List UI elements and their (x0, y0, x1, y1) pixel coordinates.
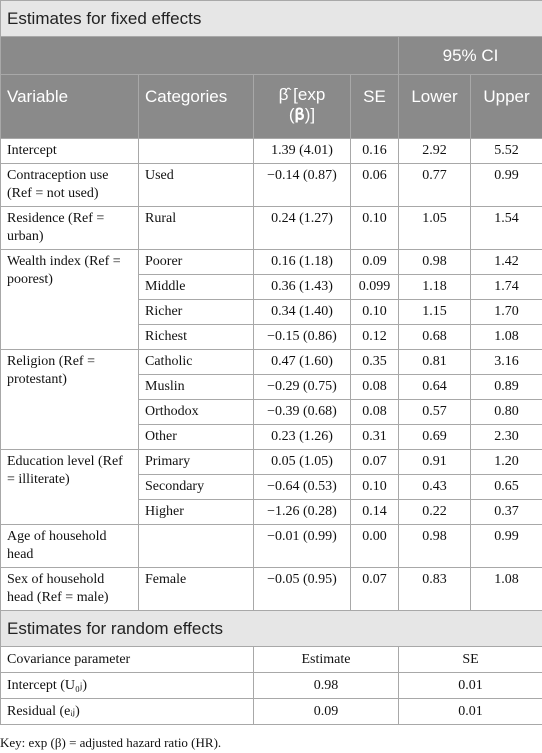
table-row (1, 250, 542, 275)
cell-category: Female (139, 568, 254, 611)
col-lower: Lower (399, 75, 471, 139)
cell-category: Muslin (139, 375, 254, 400)
cell-beta: 0.16 (1.18) (254, 250, 351, 275)
cell-lower: 0.81 (399, 350, 471, 375)
col-se: SE (351, 75, 399, 139)
cell-lower: 0.98 (399, 525, 471, 568)
cell-se: 0.16 (351, 139, 399, 164)
cell-variable: Intercept (1, 139, 139, 164)
cell-upper: 1.54 (471, 207, 542, 250)
col-beta-line1: β̂ [exp (278, 85, 326, 104)
cell-lower: 1.05 (399, 207, 471, 250)
table-row (1, 139, 542, 164)
table-row (1, 207, 542, 250)
table-row (1, 350, 542, 375)
cell-upper: 1.20 (471, 450, 542, 475)
cell-lower: 0.83 (399, 568, 471, 611)
cell-se: 0.10 (351, 475, 399, 500)
cell-upper: 1.70 (471, 300, 542, 325)
cell-se: 0.08 (351, 375, 399, 400)
cell-se: 0.08 (351, 400, 399, 425)
cell-lower: 2.92 (399, 139, 471, 164)
cell-lower: 0.64 (399, 375, 471, 400)
random-row-estimate: 0.09 (254, 699, 399, 725)
cell-category: Poorer (139, 250, 254, 275)
cell-se: 0.10 (351, 300, 399, 325)
cell-se: 0.09 (351, 250, 399, 275)
cell-beta: −0.01 (0.99) (254, 525, 351, 568)
cell-beta: 0.05 (1.05) (254, 450, 351, 475)
cell-category (139, 525, 254, 568)
cell-upper: 1.08 (471, 568, 542, 611)
random-row-se: 0.01 (399, 699, 542, 725)
random-row-se: 0.01 (399, 673, 542, 699)
cell-lower: 1.18 (399, 275, 471, 300)
cell-upper: 0.99 (471, 525, 542, 568)
cell-se: 0.07 (351, 568, 399, 611)
cell-beta: −1.26 (0.28) (254, 500, 351, 525)
cell-lower: 1.15 (399, 300, 471, 325)
cell-se: 0.099 (351, 275, 399, 300)
cell-beta: −0.39 (0.68) (254, 400, 351, 425)
random-row-param: Intercept (U₀ⱼ) (1, 673, 254, 699)
col-variable: Variable (1, 75, 139, 139)
cell-category: Rural (139, 207, 254, 250)
cell-beta: 0.47 (1.60) (254, 350, 351, 375)
col-categories: Categories (139, 75, 254, 139)
cell-se: 0.31 (351, 425, 399, 450)
cell-lower: 0.22 (399, 500, 471, 525)
random-effects-title: Estimates for random effects (1, 611, 542, 647)
cell-category: Middle (139, 275, 254, 300)
cell-upper: 0.65 (471, 475, 542, 500)
cell-beta: −0.29 (0.75) (254, 375, 351, 400)
cell-upper: 1.42 (471, 250, 542, 275)
table-row (1, 450, 542, 475)
col-beta (254, 75, 351, 139)
rcol-param: Covariance parameter (1, 647, 254, 673)
cell-beta: 0.23 (1.26) (254, 425, 351, 450)
cell-upper: 0.99 (471, 164, 542, 207)
ci-group-header: 95% CI (399, 37, 542, 75)
table-row (1, 568, 542, 611)
table-row (1, 525, 542, 568)
col-beta-line2: (𝛃)] (288, 105, 316, 124)
cell-upper: 0.80 (471, 400, 542, 425)
footnote: Key: exp (β) = adjusted hazard ratio (HR). (0, 735, 222, 750)
cell-se: 0.07 (351, 450, 399, 475)
cell-variable: Religion (Ref = protestant) (1, 350, 139, 450)
cell-beta: 0.36 (1.43) (254, 275, 351, 300)
cell-beta: 0.34 (1.40) (254, 300, 351, 325)
cell-beta: −0.64 (0.53) (254, 475, 351, 500)
cell-beta: 0.24 (1.27) (254, 207, 351, 250)
fixed-effects-body (1, 139, 542, 611)
cell-upper: 0.89 (471, 375, 542, 400)
cell-variable: Sex of household head (Ref = male) (1, 568, 139, 611)
cell-upper: 2.30 (471, 425, 542, 450)
cell-category: Orthodox (139, 400, 254, 425)
cell-category: Primary (139, 450, 254, 475)
col-upper: Upper (471, 75, 542, 139)
cell-category: Richer (139, 300, 254, 325)
cell-variable: Wealth index (Ref = poorest) (1, 250, 139, 350)
cell-se: 0.06 (351, 164, 399, 207)
cell-category: Other (139, 425, 254, 450)
cell-beta: −0.14 (0.87) (254, 164, 351, 207)
rcol-estimate: Estimate (254, 647, 399, 673)
cell-upper: 0.37 (471, 500, 542, 525)
fixed-effects-title: Estimates for fixed effects (1, 1, 542, 37)
cell-category: Richest (139, 325, 254, 350)
cell-lower: 0.77 (399, 164, 471, 207)
cell-upper: 5.52 (471, 139, 542, 164)
cell-se: 0.00 (351, 525, 399, 568)
cell-se: 0.14 (351, 500, 399, 525)
cell-variable: Contraception use (Ref = not used) (1, 164, 139, 207)
cell-category: Secondary (139, 475, 254, 500)
cell-lower: 0.43 (399, 475, 471, 500)
cell-se: 0.12 (351, 325, 399, 350)
cell-se: 0.10 (351, 207, 399, 250)
cell-lower: 0.57 (399, 400, 471, 425)
cell-beta: −0.05 (0.95) (254, 568, 351, 611)
table-row (1, 164, 542, 207)
cell-upper: 3.16 (471, 350, 542, 375)
cell-category: Catholic (139, 350, 254, 375)
cell-upper: 1.08 (471, 325, 542, 350)
cell-beta: −0.15 (0.86) (254, 325, 351, 350)
cell-se: 0.35 (351, 350, 399, 375)
random-row-estimate: 0.98 (254, 673, 399, 699)
cell-variable: Residence (Ref = urban) (1, 207, 139, 250)
cell-lower: 0.91 (399, 450, 471, 475)
cell-category: Used (139, 164, 254, 207)
cell-variable: Age of household head (1, 525, 139, 568)
random-row-param: Residual (eᵢⱼ) (1, 699, 254, 725)
cell-category: Higher (139, 500, 254, 525)
cell-lower: 0.69 (399, 425, 471, 450)
cell-beta: 1.39 (4.01) (254, 139, 351, 164)
header-blank (1, 37, 399, 75)
cell-variable: Education level (Ref = illiterate) (1, 450, 139, 525)
cell-lower: 0.98 (399, 250, 471, 275)
cell-category (139, 139, 254, 164)
rcol-se: SE (399, 647, 542, 673)
cell-upper: 1.74 (471, 275, 542, 300)
cell-lower: 0.68 (399, 325, 471, 350)
